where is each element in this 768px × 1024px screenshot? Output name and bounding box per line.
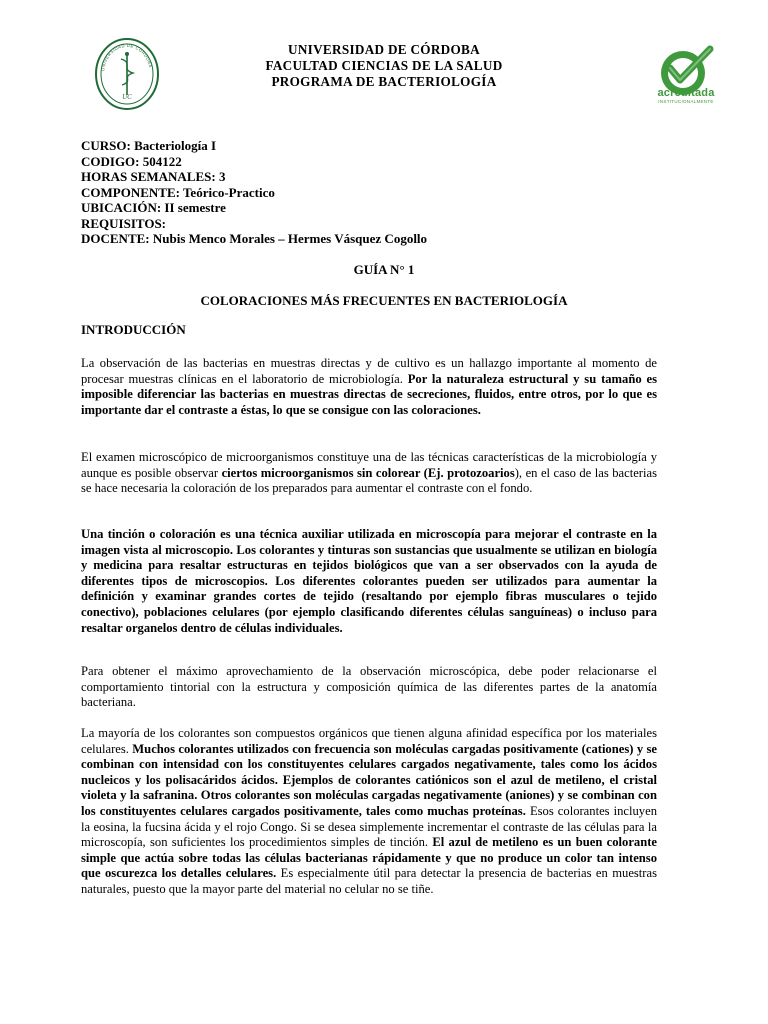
accreditation-name: acreditada: [657, 87, 715, 99]
course-name: CURSO: Bacteriología I: [81, 138, 217, 153]
seal-monogram: UC: [122, 93, 132, 101]
course-location: UBICACIÓN: II semestre: [81, 200, 226, 215]
text-run: El examen microscópico de microorganismos constituye una de las técnicas características de la microbiología y aunque es posible observar: [81, 450, 657, 480]
weekly-hours: HORAS SEMANALES: 3: [81, 169, 226, 184]
university-seal-logo: [94, 37, 160, 111]
university-name: UNIVERSIDAD DE CÓRDOBA: [288, 42, 480, 57]
paragraph-3: [81, 527, 657, 636]
bold-text-run: El azul de metileno es un buen colorante simple que actúa sobre todas las células bacterianas rápidamente y que no produce un color tan intenso que oscurezca los detalles celulares.: [81, 835, 657, 881]
faculty-name: FACULTAD CIENCIAS DE LA SALUD: [265, 58, 503, 73]
course-requirements: REQUISITOS:: [81, 215, 167, 231]
course-teachers: DOCENTE: Nubis Menco Morales – Hermes Vásquez Cogollo: [81, 231, 428, 246]
section-title: COLORACIONES MÁS FRECUENTES EN BACTERIOLOGÍA: [200, 293, 568, 308]
text-run: ), en el caso de las bacterias se hace necesaria la coloración de los preparados para aumentar el contraste con el fondo.: [81, 465, 657, 496]
paragraph-5: [81, 726, 657, 898]
accreditation-label: [652, 87, 720, 105]
text-run: La observación de las bacterias en muestras directas y de cultivo es un hallazgo importante al momento de procesar muestras clínicas en el laboratorio de microbiología.: [81, 356, 657, 386]
document-header: [170, 42, 598, 90]
paragraph-1: [81, 356, 657, 418]
bold-text-run: Muchos colorantes utilizados con frecuencia son moléculas cargadas positivamente (cationes) y se combinan con intensidad con los constituyentes celulares cargados negativamente, tales como los ácidos nucleicos y los polisacáridos ácidos. Ejemplos de colorantes catiónicos son el azul de metileno, el cristal violeta y la safranina. Otros colorantes son moléculas cargadas negativamente (aniones) y se combinan con los constituyentes celulares cargados positivamente, tales como muchas proteínas.: [81, 741, 657, 818]
course-info: [81, 138, 681, 247]
accreditation-subtitle: INSTITUCIONALMENTE: [658, 99, 714, 104]
paragraph-4: [81, 664, 657, 711]
course-code: CODIGO: 504122: [81, 153, 182, 169]
bold-text-run: ciertos microorganismos sin colorear (Ej. protozoarios: [221, 465, 515, 480]
text-run: La mayoría de los colorantes son compuestos orgánicos que tienen alguna afinidad específica por los materiales celulares.: [81, 726, 657, 756]
paragraph-2: [81, 450, 657, 497]
text-run: Es especialmente útil para detectar la presencia de bacterias en muestras naturales, puesto que la mayor parte del material no celular no se tiñe.: [81, 866, 657, 896]
bold-text-run: Por la naturaleza estructural y su tamaño es imposible diferenciar las bacterias en muestras directas de secreciones, fluidos, entre otros, por lo que es importante dar el contraste a éstas, lo que se consigue con las coloraciones.: [81, 371, 657, 417]
seal-text: UNIVERSIDAD DE CÓRDOBA: [100, 42, 154, 72]
guide-title: GUÍA N° 1: [353, 262, 415, 277]
program-name: PROGRAMA DE BACTERIOLOGÍA: [271, 74, 497, 89]
course-component: COMPONENTE: Teórico-Practico: [81, 184, 275, 200]
intro-heading: INTRODUCCIÓN: [81, 322, 186, 337]
text-run: Esos colorantes incluyen la eosina, la fucsina ácida y el rojo Congo. Si se desea simplemente incrementar el contraste de las células para la microscopía, son suficientes los procedimientos simples de tinción.: [81, 803, 657, 850]
text-run: Para obtener el máximo aprovechamiento de la observación microscópica, debe poder relacionarse el comportamiento tintorial con la estructura y composición química de las diferentes partes de la anatomía bacteriana.: [81, 664, 657, 710]
bold-text-run: Una tinción o coloración es una técnica auxiliar utilizada en microscopía para mejorar el contraste en la imagen vista al microscopio. Los colorantes y tinturas son sustancias que usualmente se utilizan en biología y medicina para resaltar estructuras en tejidos biológicos que van a ser observados con la ayuda de diferentes tipos de microscopios. Los diferentes colorantes pueden ser utilizados para aumentar la definición y examinar grandes cortes de tejido (resaltando por ejemplo fibras musculares o tejido conectivo), poblaciones celulares (por ejemplo clasificando diferentes células sanguíneas) o incluso para resaltar organelos dentro de células individuales.: [81, 527, 657, 635]
